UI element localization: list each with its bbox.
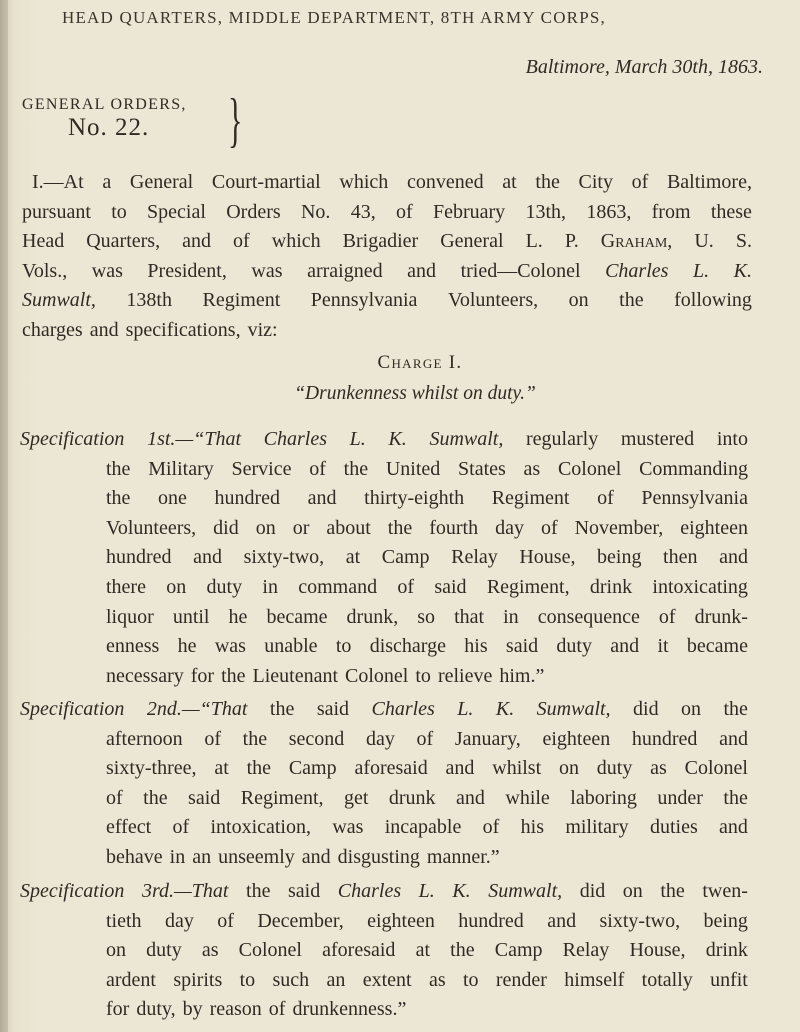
word: as [523, 457, 541, 480]
word: duty, [136, 998, 176, 1021]
paragraph-line [22, 286, 752, 316]
specification-line [20, 876, 748, 906]
word: Brigadier [342, 230, 419, 253]
word: Colonel [684, 757, 748, 780]
word: and [547, 909, 577, 932]
word: eighteen [680, 516, 748, 539]
word: was [214, 635, 246, 658]
word: or [292, 516, 310, 539]
word: get [343, 786, 369, 809]
word: said [288, 880, 321, 902]
charge-text: “Drunkenness whilst on duty.” [294, 383, 536, 404]
word: spirits [173, 968, 223, 991]
word: of [217, 909, 234, 932]
word: he [177, 635, 197, 658]
word: and [407, 259, 437, 282]
word: arraigned [307, 259, 383, 282]
word: House, [629, 939, 686, 962]
word: Volunteers, [447, 289, 539, 312]
word: these [710, 200, 752, 223]
word: himself [564, 968, 625, 991]
word: U. [694, 230, 714, 253]
word: Head [22, 230, 65, 253]
word: the [221, 664, 246, 687]
word: and [610, 635, 640, 658]
word: Regiment, [240, 786, 324, 809]
word: duty [596, 757, 633, 780]
word: to [415, 664, 431, 687]
word: thirty-eighth [364, 487, 465, 510]
word: for [190, 664, 215, 687]
word: and [301, 845, 331, 868]
word: on [166, 575, 187, 598]
word: into [716, 428, 748, 450]
word: L. [525, 230, 543, 253]
word: of [233, 230, 250, 253]
word: Charles [371, 698, 435, 720]
specification-line [20, 631, 748, 661]
word: to [239, 968, 256, 991]
word: became [686, 635, 748, 658]
word: Specification [20, 698, 125, 720]
word: discharge [369, 635, 446, 658]
word: at [345, 546, 361, 569]
word: an [192, 845, 212, 868]
word: and [307, 487, 337, 510]
paragraph-line [22, 257, 752, 287]
word: General [129, 171, 194, 193]
word: Commanding [639, 457, 748, 480]
word: which [339, 171, 389, 193]
word: as [201, 939, 219, 962]
word: the [343, 457, 369, 480]
word: day [365, 727, 395, 750]
brace-symbol: } [228, 87, 243, 153]
word: a [102, 171, 112, 193]
word: duty [146, 939, 182, 962]
word: Lieutenant [252, 664, 339, 687]
word: aforesaid [354, 757, 428, 780]
word: at [502, 171, 517, 193]
word: laboring [570, 786, 637, 809]
word: until [172, 605, 210, 628]
word: day [164, 909, 194, 932]
general-orders-block [22, 87, 243, 153]
word: L. [418, 880, 435, 902]
word: he [228, 605, 248, 628]
word: his [520, 816, 544, 839]
word: United [385, 457, 441, 480]
specification-line [20, 572, 748, 602]
paragraph-line [22, 168, 752, 198]
word: Vols., [22, 259, 68, 282]
specification-3 [20, 876, 748, 1024]
word: in [169, 845, 186, 868]
word: of [204, 727, 221, 750]
word: said [188, 786, 221, 809]
word: L. [457, 698, 474, 720]
word: reason [209, 998, 262, 1021]
word: and [182, 230, 212, 253]
word: of [396, 200, 413, 223]
specification-line [20, 724, 748, 754]
word: disgusting [337, 845, 420, 868]
word: of [309, 457, 326, 480]
word: being [703, 909, 748, 932]
word: the [619, 289, 644, 312]
word: the [269, 698, 295, 720]
word: about [326, 516, 371, 539]
word: under [657, 786, 703, 809]
word: effect [106, 816, 152, 839]
word: Colonel [345, 664, 409, 687]
word: Sumwalt, [536, 698, 611, 720]
word: Charles [337, 880, 402, 902]
word: to [462, 968, 479, 991]
word: hundred [458, 909, 524, 932]
word: extent [362, 968, 412, 991]
word: viz: [247, 318, 278, 341]
word: to [111, 200, 127, 223]
word: while [505, 786, 550, 809]
word: specifications, [125, 318, 241, 341]
word: P. [564, 230, 579, 253]
word: sixty-two, [243, 546, 325, 569]
word: 138th [126, 289, 172, 312]
intro-paragraph [22, 168, 752, 346]
word: and [445, 757, 475, 780]
word: of [416, 727, 434, 750]
word: day [495, 516, 524, 539]
specification-line [20, 602, 748, 632]
paragraph-line [22, 198, 752, 228]
word: Pennsylvania [641, 487, 748, 510]
word: said [434, 575, 467, 598]
word: of [597, 487, 614, 510]
word: 3rd.—That [141, 880, 229, 902]
word: Relay [562, 939, 610, 962]
word: Regiment [491, 487, 570, 510]
word: command [298, 575, 378, 598]
word: that [454, 605, 485, 628]
word: as [428, 968, 446, 991]
word: fourth [429, 516, 479, 539]
specification-1 [20, 424, 748, 690]
specification-line [20, 842, 748, 872]
word: and [719, 546, 748, 569]
word: and [719, 816, 748, 839]
word: Pennsylvania [310, 289, 418, 312]
paragraph-line [22, 316, 752, 346]
word: the [535, 171, 560, 193]
word: did [579, 880, 606, 902]
word: and [456, 786, 485, 809]
word: being [597, 546, 642, 569]
word: one [158, 487, 187, 510]
word: as [650, 757, 667, 780]
word: 13th, [525, 200, 567, 223]
word: L. [692, 259, 710, 282]
word: the [246, 880, 271, 902]
word: Military [148, 457, 214, 480]
word: hundred [631, 727, 698, 750]
document-date: Baltimore, March 30th, 1863. [525, 56, 763, 78]
word: on [622, 880, 643, 902]
word: the [106, 457, 131, 480]
word: for [106, 998, 130, 1021]
word: and [89, 318, 119, 341]
document-header: HEAD QUARTERS, MIDDLE DEPARTMENT, 8TH ARMY CORPS, [62, 8, 606, 27]
word: which [271, 230, 321, 253]
word: did [213, 516, 239, 539]
word: convened [406, 171, 484, 193]
word: tried—Colonel [460, 259, 581, 282]
word: sixty-three, [106, 757, 197, 780]
word: 1863, [586, 200, 632, 223]
word: November, [574, 516, 664, 539]
word: liquor [106, 605, 154, 628]
word: said [505, 635, 539, 658]
word: 1st.—“That [147, 428, 242, 450]
word: duty [556, 635, 592, 658]
word: Relay [451, 546, 498, 569]
word: by [182, 998, 203, 1021]
word: was [332, 816, 364, 839]
general-orders-number: No. 22. [68, 114, 150, 141]
word: Charles [263, 428, 328, 450]
word: manner.” [426, 845, 500, 868]
word: K. [452, 880, 471, 902]
word: drink [589, 575, 633, 598]
word: the [246, 757, 272, 780]
word: became [266, 605, 328, 628]
specification-line [20, 454, 748, 484]
word: Specification [20, 428, 125, 450]
word: intoxicating [652, 575, 748, 598]
word: Orders [226, 200, 281, 223]
word: was [91, 259, 123, 282]
word: February [432, 200, 506, 223]
word: totally [641, 968, 693, 991]
word: pursuant [22, 200, 91, 223]
word: Camp [494, 939, 543, 962]
word: President, [147, 259, 227, 282]
word: following [674, 289, 752, 312]
word: L. [349, 428, 366, 450]
word: duties [649, 816, 698, 839]
word: eighteen [367, 909, 435, 932]
word: whilst [492, 757, 542, 780]
specification-line [20, 542, 748, 572]
word: drunk, [346, 605, 399, 628]
word: such [272, 968, 310, 991]
word: the [450, 939, 475, 962]
word: 2nd.—“That [146, 698, 248, 720]
word: in [503, 605, 519, 628]
word: afternoon [106, 727, 183, 750]
word: unseemly [218, 845, 295, 868]
word: tieth [106, 909, 142, 932]
word: I.—At [32, 171, 84, 193]
specification-line [20, 753, 748, 783]
specification-line [20, 906, 748, 936]
word: City [578, 171, 613, 193]
word: 43, [350, 200, 376, 223]
word: on [106, 939, 126, 962]
word: ardent [106, 968, 156, 991]
word: did [633, 698, 659, 720]
word: then [663, 546, 698, 569]
word: was [251, 259, 283, 282]
specification-line [20, 661, 748, 691]
word: unable [264, 635, 318, 658]
specification-line [20, 965, 748, 995]
word: the [106, 487, 131, 510]
word: relieve [437, 664, 493, 687]
word: consequence [537, 605, 640, 628]
word: there [106, 575, 146, 598]
word: the [143, 786, 168, 809]
word: hundred [214, 487, 281, 510]
word: S. [735, 230, 752, 253]
specification-line [20, 483, 748, 513]
word: General [440, 230, 504, 253]
word: hundred [106, 546, 172, 569]
word: of [106, 786, 123, 809]
word: unfit [710, 968, 748, 991]
word: military [565, 816, 629, 839]
word: duty [206, 575, 243, 598]
word: Colonel [557, 457, 622, 480]
word: drunk [388, 786, 436, 809]
word: and [193, 546, 223, 569]
word: Special [147, 200, 206, 223]
word: the [387, 516, 413, 539]
word: of [397, 575, 415, 598]
word: in [262, 575, 278, 598]
word: an [326, 968, 346, 991]
word: K. [388, 428, 407, 450]
word: on [255, 516, 276, 539]
word: December, [257, 909, 344, 932]
word: regularly [526, 428, 599, 450]
word: Regiment, [486, 575, 570, 598]
word: incapable [384, 816, 462, 839]
word: drunkenness.” [292, 998, 407, 1021]
word: the [723, 698, 748, 720]
word: eighteen [542, 727, 611, 750]
word: Volunteers, [106, 516, 197, 539]
word: render [495, 968, 547, 991]
word: sixty-two, [599, 909, 681, 932]
specification-line [20, 513, 748, 543]
word: so [417, 605, 436, 628]
word: said [316, 698, 350, 720]
word: on [558, 757, 579, 780]
word: of [540, 516, 558, 539]
word: of [268, 998, 286, 1021]
word: Court-martial [211, 171, 321, 193]
word: enness [106, 635, 160, 658]
word: his [464, 635, 488, 658]
word: Charles [605, 259, 669, 282]
word: Sumwalt, [429, 428, 504, 450]
word: from [651, 200, 691, 223]
word: at [415, 939, 431, 962]
specification-line [20, 812, 748, 842]
word: Camp [288, 757, 337, 780]
word: Quarters, [86, 230, 161, 253]
word: it [657, 635, 669, 658]
word: States [458, 457, 506, 480]
word: on [681, 698, 702, 720]
word: Graham, [600, 230, 673, 253]
word: House, [519, 546, 576, 569]
word: Colonel [238, 939, 302, 962]
specification-2 [20, 694, 748, 872]
general-orders-label: GENERAL ORDERS, [22, 96, 187, 113]
word: intoxication, [210, 816, 311, 839]
word: and [719, 727, 748, 750]
word: twen- [702, 880, 748, 902]
word: Service [231, 457, 292, 480]
word: aforesaid [322, 939, 396, 962]
word: to [335, 635, 352, 658]
word: Specification [20, 880, 125, 902]
word: K. [733, 259, 752, 282]
word: of [172, 816, 190, 839]
word: of [658, 605, 676, 628]
specification-line [20, 694, 748, 724]
word: Baltimore, [666, 171, 752, 193]
word: the [242, 727, 268, 750]
paragraph-line [22, 227, 752, 257]
word: second [288, 727, 345, 750]
word: at [214, 757, 229, 780]
word: drunk- [694, 605, 748, 628]
word: of [631, 171, 649, 193]
word: Regiment [202, 289, 281, 312]
word: mustered [620, 428, 695, 450]
specification-line [20, 424, 748, 454]
word: on [568, 289, 589, 312]
word: of [482, 816, 500, 839]
specification-line [20, 935, 748, 965]
word: necessary [106, 664, 184, 687]
word: Sumwalt, [22, 289, 96, 312]
word: January, [454, 727, 521, 750]
word: Sumwalt, [488, 880, 563, 902]
word: charges [22, 318, 83, 341]
word: the [660, 880, 685, 902]
word: Camp [381, 546, 430, 569]
specification-line [20, 783, 748, 813]
specification-line [20, 994, 748, 1024]
word: No. [300, 200, 331, 223]
charge-heading: Charge I. [377, 352, 463, 373]
word: behave [106, 845, 163, 868]
word: drink [705, 939, 748, 962]
binding-gutter [0, 0, 8, 1032]
word: him.” [499, 664, 545, 687]
word: K. [495, 698, 515, 720]
word: the [723, 786, 748, 809]
